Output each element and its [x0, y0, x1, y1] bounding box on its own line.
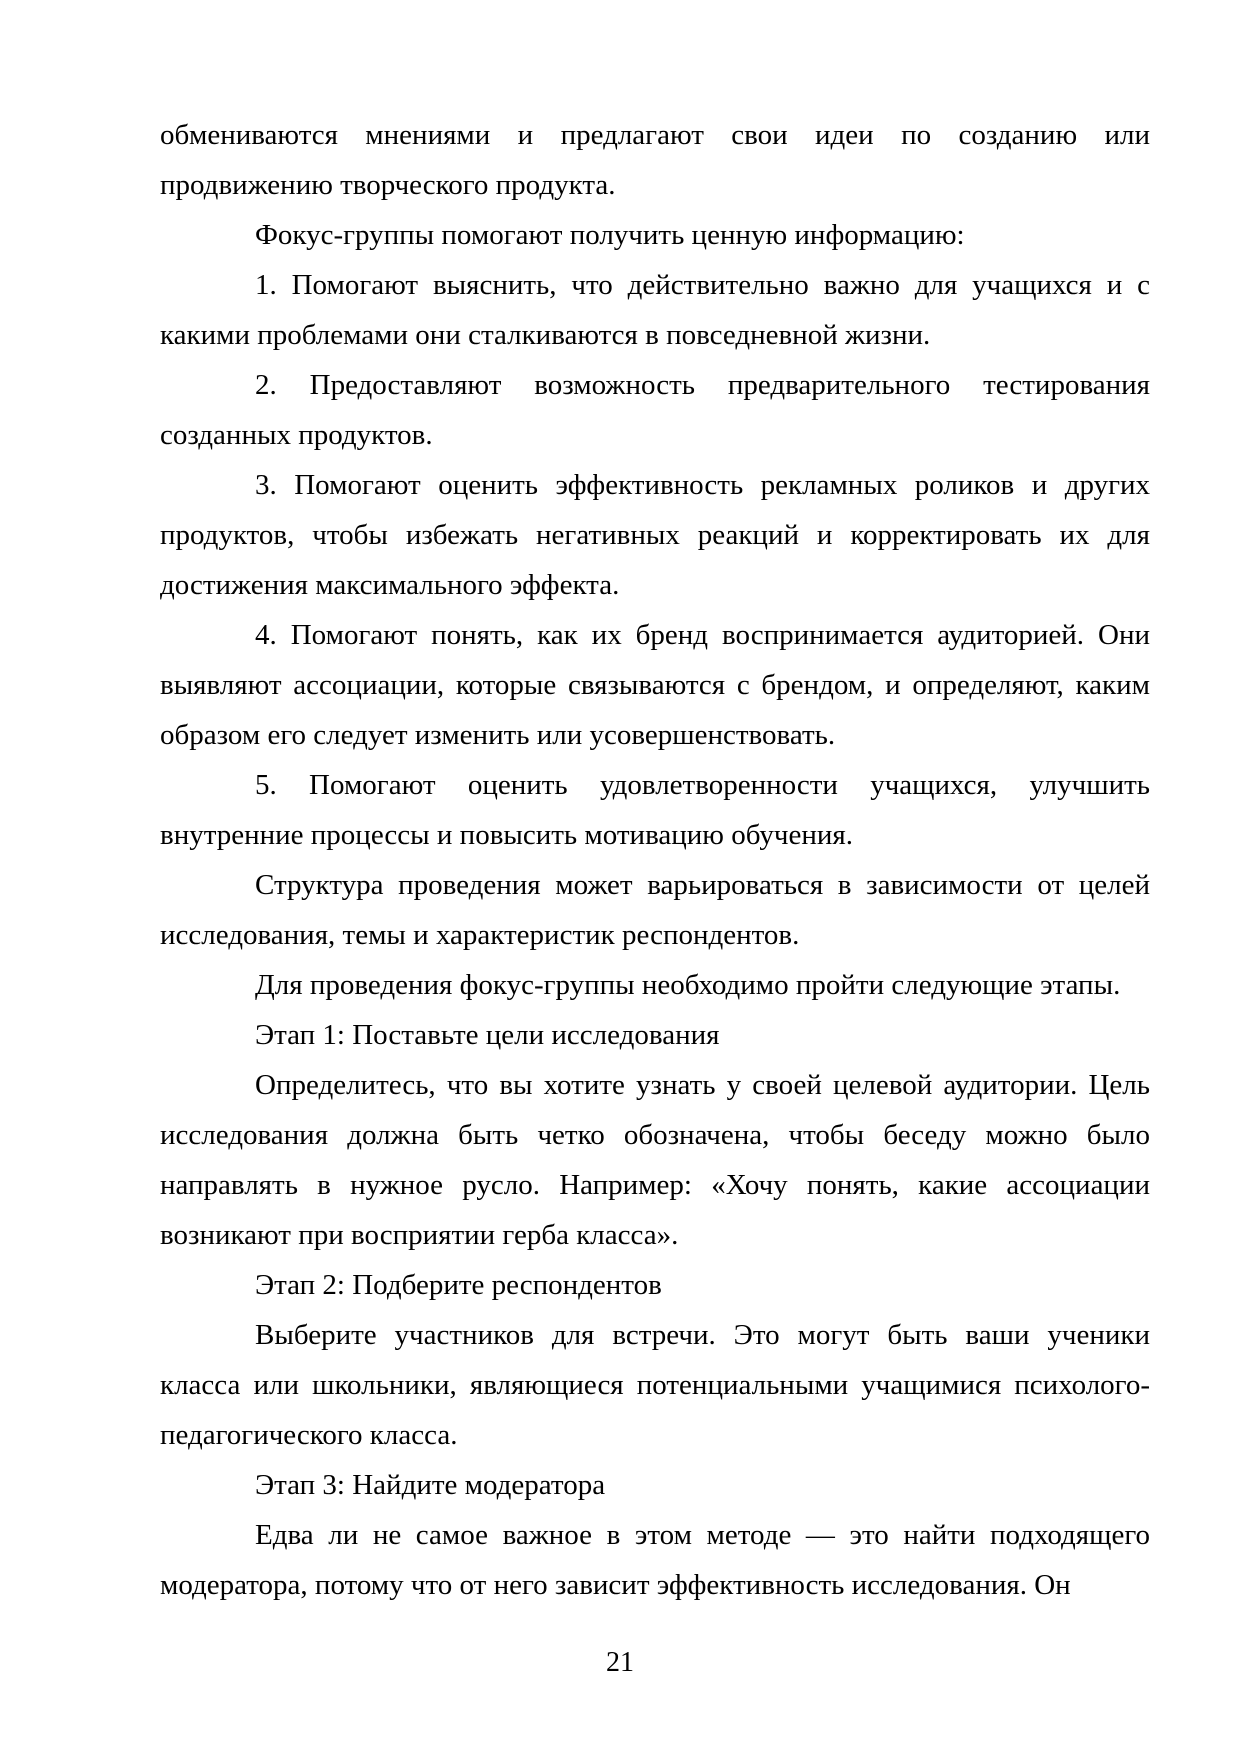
paragraph: обмениваются мнениями и предлагают свои идеи по созданию или продвижению творческого продукта. — [160, 119, 1150, 201]
paragraph: 5. Помогают оценить удовлетворенности учащихся, улучшить внутренние процессы и повысить мотивацию обучения. — [160, 769, 1150, 851]
paragraph: Фокус-группы помогают получить ценную информацию: — [255, 219, 965, 251]
paragraph: Этап 3: Найдите модератора — [255, 1469, 606, 1501]
paragraph: 1. Помогают выяснить, что действительно важно для учащихся и с какими проблемами они сталкиваются в повседневной жизни. — [160, 269, 1150, 351]
paragraph: 3. Помогают оценить эффективность рекламных роликов и других продуктов, чтобы избежать негативных реакций и корректировать их для достижения максимального эффекта. — [160, 469, 1150, 601]
paragraph: 4. Помогают понять, как их бренд воспринимается аудиторией. Они выявляют ассоциации, которые связываются с брендом, и определяют, каким образом его следует изменить или усовершенствовать. — [160, 619, 1150, 751]
paragraph: Структура проведения может варьироваться в зависимости от целей исследования, темы и характеристик респондентов. — [160, 869, 1150, 951]
page-number: 21 — [606, 1647, 634, 1678]
paragraph: Этап 2: Подберите респондентов — [255, 1269, 662, 1301]
paragraph: 2. Предоставляют возможность предварительного тестирования созданных продуктов. — [160, 369, 1150, 451]
paragraph: Этап 1: Поставьте цели исследования — [255, 1019, 720, 1051]
paragraph: Для проведения фокус-группы необходимо пройти следующие этапы. — [255, 969, 1121, 1001]
text-body — [160, 110, 1150, 1610]
paragraph: Едва ли не самое важное в этом методе — это найти подходящего модератора, потому что от него зависит эффективность исследования. Он — [160, 1519, 1150, 1601]
paragraph: Выберите участников для встречи. Это могут быть ваши ученики класса или школьники, являющиеся потенциальными учащимися психолого-педагогического класса. — [160, 1319, 1150, 1451]
paragraph: Определитесь, что вы хотите узнать у своей целевой аудитории. Цель исследования должна быть четко обозначена, чтобы беседу можно было направлять в нужное русло. Например: «Хочу понять, какие ассоциации возникают при восприятии герба класса». — [160, 1069, 1150, 1251]
